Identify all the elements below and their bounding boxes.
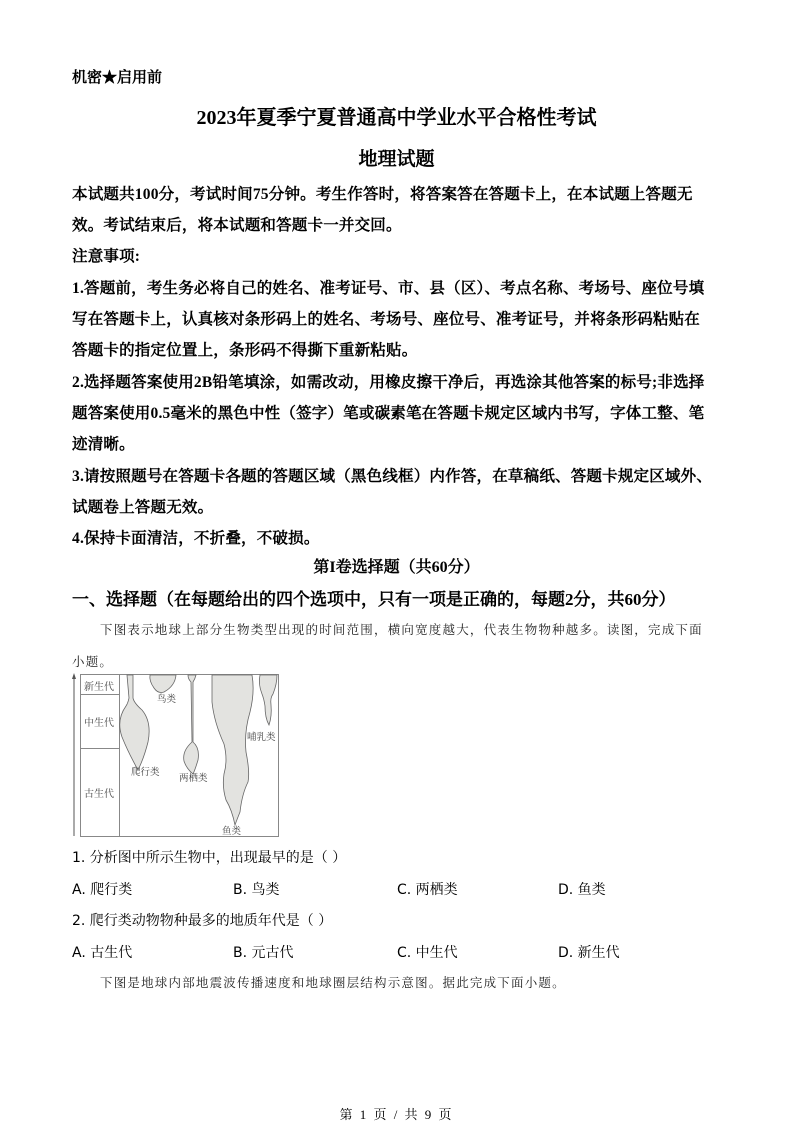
note-line: 4.保持卡面清洁，不折叠，不破损。 bbox=[72, 530, 320, 547]
intro-line: 效。考试结束后，将本试题和答题卡一并交回。 bbox=[72, 217, 402, 234]
question-1-option-c[interactable]: C. 两栖类 bbox=[397, 882, 458, 898]
era-label-cenozoic: 新生代 bbox=[84, 682, 114, 693]
page-indicator: 第 1 页 / 共 9 页 bbox=[339, 1107, 454, 1122]
question-2-stem: 2. 爬行类动物物种最多的地质年代是（ ） bbox=[72, 913, 333, 929]
note-line: 2.选择题答案使用2B铅笔填涂，如需改动，用橡皮擦干净后，再选涂其他答案的标号;非选择 bbox=[72, 374, 705, 391]
organism-time-range-figure bbox=[72, 672, 280, 838]
note-line: 1.答题前，考生务必将自己的姓名、准考证号、市、县（区）、考点名称、考场号、座位号填 bbox=[72, 280, 705, 297]
note-line: 题答案使用0.5毫米的黑色中性（签字）笔或碳素笔在答题卡规定区域内书写，字体工整、笔 bbox=[72, 405, 705, 422]
figure-intro-line: 下图表示地球上部分生物类型出现的时间范围，横向宽度越大，代表生物物种越多。读图，完成下面 bbox=[100, 623, 703, 637]
part-title: 一、选择题（在每题给出的四个选项中，只有一项是正确的，每题2分，共60分） bbox=[72, 590, 676, 609]
note-line: 写在答题卡上，认真核对条形码上的姓名、考场号、座位号、准考证号，并将条形码粘贴在 bbox=[72, 311, 701, 328]
figure-intro-line: 小题。 bbox=[72, 655, 114, 669]
label-bird: 鸟类 bbox=[157, 695, 177, 705]
intro-line: 本试题共100分，考试时间75分钟。考生作答时，将答案答在答题卡上，在本试题上答题无 bbox=[72, 186, 693, 203]
label-fish: 鱼类 bbox=[222, 827, 242, 837]
label-reptile: 爬行类 bbox=[131, 768, 160, 778]
label-mammal: 哺乳类 bbox=[247, 733, 276, 743]
question-1-option-a[interactable]: A. 爬行类 bbox=[72, 882, 133, 898]
note-line: 3.请按照题号在答题卡各题的答题区域（黑色线框）内作答，在草稿纸、答题卡规定区域外、 bbox=[72, 468, 713, 485]
notes-heading: 注意事项: bbox=[72, 248, 141, 265]
confidential-label: 机密★启用前 bbox=[72, 70, 163, 86]
question-1-stem: 1. 分析图中所示生物中，出现最早的是（ ） bbox=[72, 850, 347, 866]
question-2-option-b[interactable]: B. 元古代 bbox=[233, 945, 294, 961]
note-line: 答题卡的指定位置上，条形码不得撕下重新粘贴。 bbox=[72, 342, 418, 359]
era-label-paleozoic: 古生代 bbox=[84, 789, 114, 800]
question-2-option-a[interactable]: A. 古生代 bbox=[72, 945, 133, 961]
seismic-figure-intro: 下图是地球内部地震波传播速度和地球圈层结构示意图。据此完成下面小题。 bbox=[100, 976, 566, 990]
question-2-option-d[interactable]: D. 新生代 bbox=[558, 945, 620, 961]
question-1-option-d[interactable]: D. 鱼类 bbox=[558, 882, 606, 898]
question-2-option-c[interactable]: C. 中生代 bbox=[397, 945, 458, 961]
exam-title: 2023年夏季宁夏普通高中学业水平合格性考试 bbox=[196, 107, 597, 129]
question-1-option-b[interactable]: B. 鸟类 bbox=[233, 882, 280, 898]
subject-title: 地理试题 bbox=[358, 149, 435, 170]
note-line: 试题卷上答题无效。 bbox=[72, 499, 214, 516]
section-title: 第I卷选择题（共60分） bbox=[313, 559, 480, 576]
label-amphibian: 两栖类 bbox=[179, 774, 208, 784]
note-line: 迹清晰。 bbox=[72, 436, 135, 453]
arrow-head-icon bbox=[72, 673, 76, 679]
era-label-mesozoic: 中生代 bbox=[84, 718, 114, 729]
